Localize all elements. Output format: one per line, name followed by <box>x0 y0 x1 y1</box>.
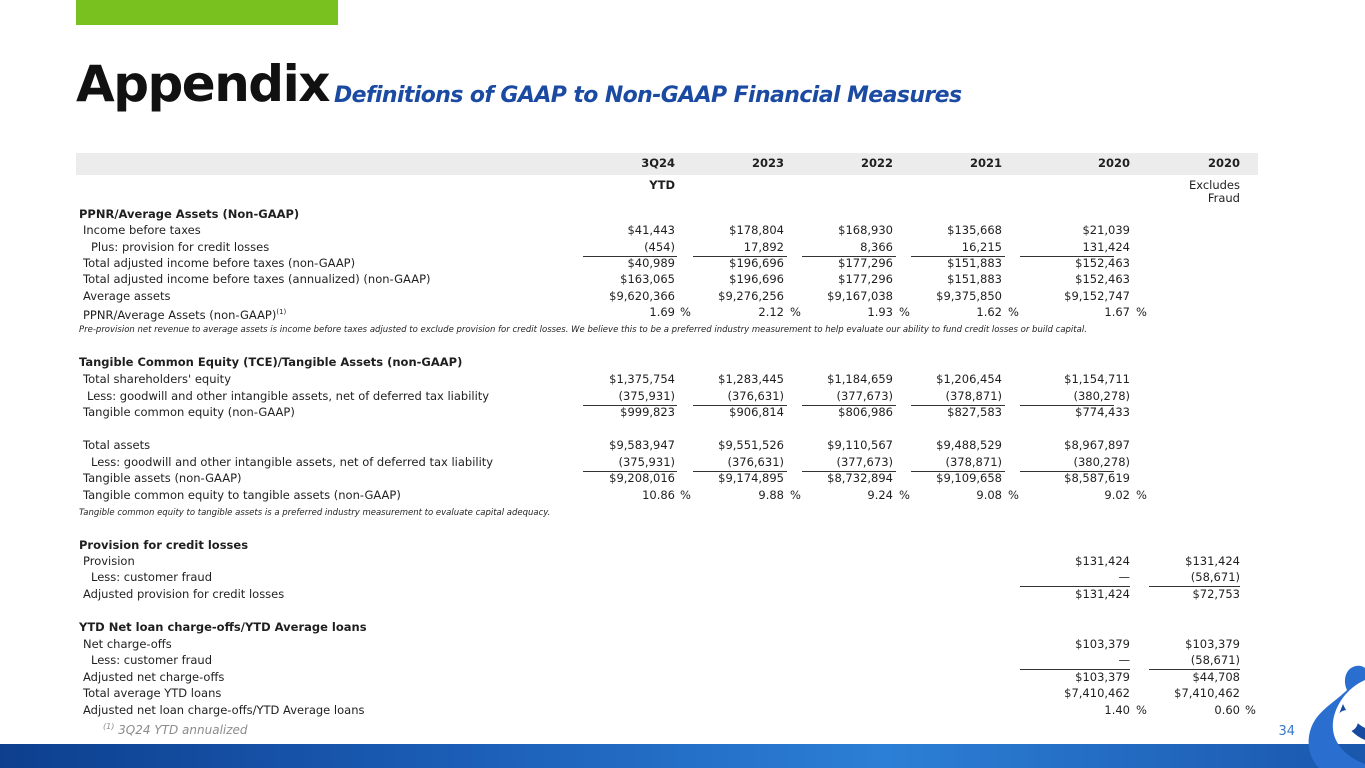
cell-value: $906,814 <box>729 405 784 419</box>
cell-value: (380,278) <box>1073 455 1130 469</box>
cell-value: $44,708 <box>1192 670 1240 684</box>
row-label: Less: customer fraud <box>91 570 213 584</box>
footnote-text: 3Q24 YTD annualized <box>118 723 248 737</box>
cell-value: $151,883 <box>947 272 1002 286</box>
cell-value: $178,804 <box>729 223 784 237</box>
row-label: Tangible common equity (non-GAAP) <box>83 405 295 419</box>
cell-value: $196,696 <box>729 272 784 286</box>
cell-unit: % <box>899 305 910 319</box>
title-main: Appendix <box>76 55 329 113</box>
cell-value: 1.67 <box>1104 305 1130 319</box>
row-label: Income before taxes <box>83 223 201 237</box>
row-label: PPNR/Average Assets (non-GAAP)$^{(1)}$ <box>83 307 287 322</box>
row-label: Total adjusted income before taxes (non-GAAP) <box>83 256 356 270</box>
cell-value: 10.86 <box>642 488 675 502</box>
cell-value: $131,424 <box>1075 554 1130 568</box>
cell-value: $131,424 <box>1185 554 1240 568</box>
cell-value: $9,152,747 <box>1064 289 1130 303</box>
cell-value: 1.69 <box>649 305 675 319</box>
tce-note: Tangible common equity to tangible assets is a preferred industry measurement to evaluate capital adequacy. <box>79 508 551 518</box>
cell-value: $40,989 <box>627 256 675 270</box>
cell-value: $41,443 <box>627 223 675 237</box>
row-label: Less: goodwill and other intangible assets, net of deferred tax liability <box>87 389 490 403</box>
cell-value: $103,379 <box>1075 637 1130 651</box>
cell-value: 1.93 <box>867 305 893 319</box>
cell-value: $72,753 <box>1192 587 1240 601</box>
col-header-2023: 2023 <box>751 156 784 170</box>
cell-value: (454) <box>644 240 675 254</box>
cell-value: $9,110,567 <box>827 438 893 452</box>
cell-value: (377,673) <box>836 455 893 469</box>
cell-value: $8,967,897 <box>1064 438 1130 452</box>
cell-value: 2.12 <box>758 305 784 319</box>
cell-value: (377,673) <box>836 389 893 403</box>
ampersand-logo-icon <box>1285 660 1365 768</box>
row-label: Average assets <box>83 289 171 303</box>
col-header-3q24: 3Q24 <box>641 156 675 170</box>
cell-value: (375,931) <box>618 455 675 469</box>
col-subheader-excludes: Excludes <box>1188 178 1240 192</box>
cell-value: $9,174,895 <box>718 471 784 485</box>
cell-value: (375,931) <box>618 389 675 403</box>
cell-unit: % <box>1245 703 1256 717</box>
ppnr-note: Pre-provision net revenue to average assets is income before taxes adjusted to exclude provision for credit losses. We believe this to be a preferred industry measurement to help evaluate our ability to fund credit losses or build capital. <box>79 325 1087 335</box>
section-heading-tce: Tangible Common Equity (TCE)/Tangible Assets (non-GAAP) <box>79 355 463 369</box>
cell-value: 1.62 <box>976 305 1002 319</box>
cell-value: (376,631) <box>727 455 784 469</box>
cell-value: $131,424 <box>1075 587 1130 601</box>
row-label: Net charge-offs <box>83 637 172 651</box>
row-label: Total adjusted income before taxes (annualized) (non-GAAP) <box>83 272 431 286</box>
cell-value: (58,671) <box>1190 653 1240 667</box>
row-label: Total average YTD loans <box>83 686 222 700</box>
accent-bar <box>76 0 338 25</box>
cell-value: (378,871) <box>945 389 1002 403</box>
cell-value: (378,871) <box>945 455 1002 469</box>
col-subheader-fraud: Fraud <box>1207 191 1240 205</box>
cell-unit: % <box>790 488 801 502</box>
cell-value: $135,668 <box>947 223 1002 237</box>
cell-value: (376,631) <box>727 389 784 403</box>
cell-value: $9,375,850 <box>936 289 1002 303</box>
cell-unit: % <box>1008 488 1019 502</box>
row-label: Plus: provision for credit losses <box>91 240 270 254</box>
cell-value: $1,375,754 <box>609 372 675 386</box>
cell-unit: % <box>1136 305 1147 319</box>
cell-value: $1,283,445 <box>718 372 784 386</box>
cell-value: (380,278) <box>1073 389 1130 403</box>
cell-value: $103,379 <box>1185 637 1240 651</box>
footnote-marker: (1) <box>103 722 115 731</box>
cell-value: $196,696 <box>729 256 784 270</box>
cell-value: $163,065 <box>620 272 675 286</box>
row-label: Total assets <box>83 438 151 452</box>
cell-value: 1.40 <box>1104 703 1130 717</box>
cell-value: $774,433 <box>1075 405 1130 419</box>
cell-unit: % <box>1136 488 1147 502</box>
cell-value: $9,208,016 <box>609 471 675 485</box>
cell-value: 9.02 <box>1104 488 1130 502</box>
cell-value: (58,671) <box>1190 570 1240 584</box>
section-heading-nco: YTD Net loan charge-offs/YTD Average loans <box>79 620 367 634</box>
cell-value: $1,206,454 <box>936 372 1002 386</box>
cell-value: $8,732,894 <box>827 471 893 485</box>
row-label: Less: goodwill and other intangible assets, net of deferred tax liability <box>91 455 494 469</box>
col-header-2022: 2022 <box>860 156 893 170</box>
cell-value: $151,883 <box>947 256 1002 270</box>
cell-value: $999,823 <box>620 405 675 419</box>
cell-value: — <box>1118 570 1130 584</box>
cell-value: $827,583 <box>947 405 1002 419</box>
row-label: Adjusted net charge-offs <box>83 670 225 684</box>
cell-unit: % <box>899 488 910 502</box>
cell-value: $8,587,619 <box>1064 471 1130 485</box>
row-label: Tangible assets (non-GAAP) <box>83 471 242 485</box>
cell-value: $177,296 <box>838 256 893 270</box>
cell-value: $168,930 <box>838 223 893 237</box>
cell-value: $9,276,256 <box>718 289 784 303</box>
row-label: Total shareholders' equity <box>83 372 231 386</box>
section-heading-ppnr: PPNR/Average Assets (Non-GAAP) <box>79 207 300 221</box>
cell-value: $7,410,462 <box>1174 686 1240 700</box>
page-number: 34 <box>1278 724 1295 739</box>
footer-bar <box>0 744 1365 768</box>
cell-unit: % <box>1008 305 1019 319</box>
cell-value: $9,488,529 <box>936 438 1002 452</box>
cell-value: $9,551,526 <box>718 438 784 452</box>
cell-value: 131,424 <box>1082 240 1130 254</box>
cell-unit: % <box>1136 703 1147 717</box>
row-label: Adjusted net loan charge-offs/YTD Average loans <box>83 703 365 717</box>
cell-value: $103,379 <box>1075 670 1130 684</box>
cell-value: 17,892 <box>743 240 784 254</box>
section-heading-provision: Provision for credit losses <box>79 538 249 552</box>
footnote <box>103 722 248 737</box>
col-header-2020: 2020 <box>1097 156 1130 170</box>
row-label: Provision <box>83 554 135 568</box>
cell-value: — <box>1118 653 1130 667</box>
cell-unit: % <box>790 305 801 319</box>
cell-value: $9,109,658 <box>936 471 1002 485</box>
cell-value: 0.60 <box>1214 703 1240 717</box>
cell-value: $1,184,659 <box>827 372 893 386</box>
cell-value: 8,366 <box>860 240 893 254</box>
col-header-2021: 2021 <box>969 156 1002 170</box>
cell-value: $9,167,038 <box>827 289 893 303</box>
cell-value: $21,039 <box>1082 223 1130 237</box>
col-header-2020-excl: 2020 <box>1207 156 1240 170</box>
cell-value: 9.88 <box>758 488 784 502</box>
row-label: Adjusted provision for credit losses <box>83 587 285 601</box>
col-subheader-ytd: YTD <box>649 178 675 192</box>
cell-unit: % <box>680 488 691 502</box>
cell-value: $7,410,462 <box>1064 686 1130 700</box>
row-label-sup: (1) <box>276 308 287 316</box>
cell-value: 9.08 <box>976 488 1002 502</box>
cell-value: $177,296 <box>838 272 893 286</box>
cell-value: $9,620,366 <box>609 289 675 303</box>
cell-value: 16,215 <box>961 240 1002 254</box>
cell-value: $152,463 <box>1075 256 1130 270</box>
row-label: Less: customer fraud <box>91 653 213 667</box>
cell-value: $1,154,711 <box>1064 372 1130 386</box>
title-subtitle: Definitions of GAAP to Non-GAAP Financial Measures <box>334 83 962 108</box>
cell-value: 9.24 <box>867 488 893 502</box>
cell-value: $152,463 <box>1075 272 1130 286</box>
cell-value: $9,583,947 <box>609 438 675 452</box>
row-label: Tangible common equity to tangible assets (non-GAAP) <box>83 488 401 502</box>
cell-value: $806,986 <box>838 405 893 419</box>
cell-unit: % <box>680 305 691 319</box>
